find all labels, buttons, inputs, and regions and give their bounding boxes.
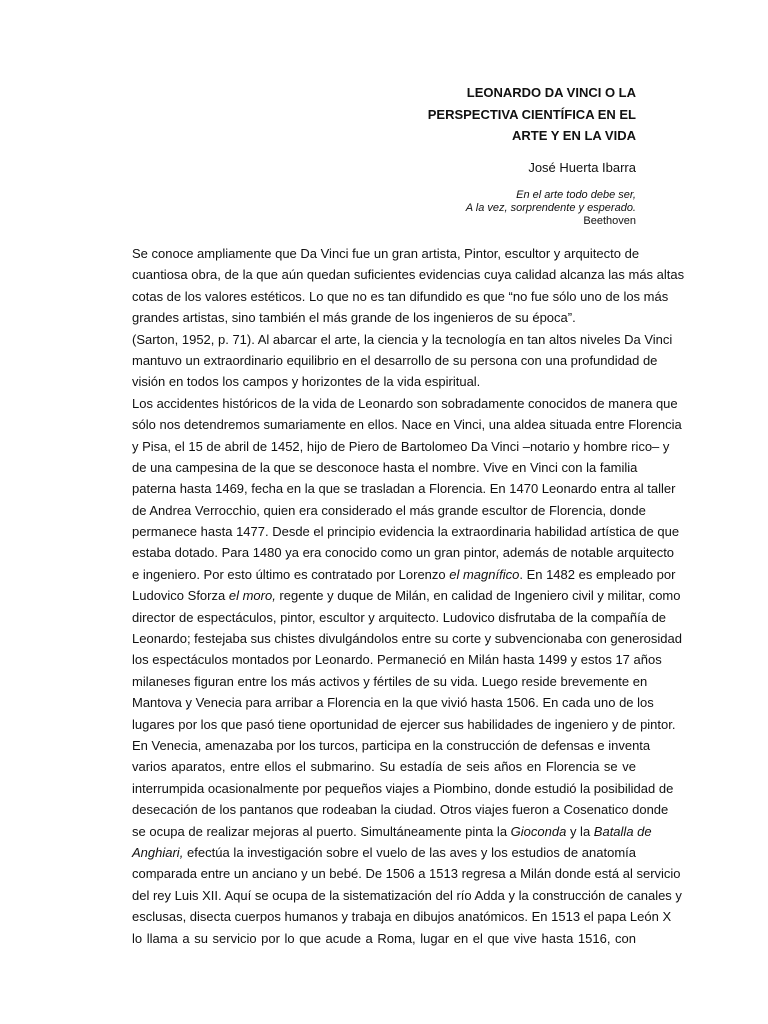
body-line xyxy=(132,371,636,392)
body-line xyxy=(132,264,685,285)
text-span: desecación de los pantanos que rodeaban la ciudad. Otros viajes fueron a Cosenatico donde xyxy=(132,802,669,818)
epigraph-source: Beethoven xyxy=(583,215,636,227)
text-span: (Sarton, 1952, p. 71). Al abarcar el arte, la ciencia y la tecnología en tan altos niveles Da Vinci xyxy=(132,331,673,347)
text-span: Mantova y Venecia para arribar a Florencia en la que vivió hasta 1506. En cada uno de los xyxy=(132,695,654,711)
text-span: Se conoce ampliamente que Da Vinci fue un gran artista, Pintor, escultor y arquitecto de xyxy=(132,246,640,261)
body-line xyxy=(132,863,681,884)
text-span: de Andrea Verrocchio, quien era considerado el más grande escultor de Florencia, donde xyxy=(132,502,646,518)
title-line: ARTE Y EN LA VIDA xyxy=(511,128,636,143)
body-line xyxy=(132,906,672,927)
text-span: paterna hasta 1469, fecha en la que se trasladan a Florencia. En 1470 Leonardo entra al taller xyxy=(132,481,676,497)
text-span: cuantiosa obra, de la que aún quedan suficientes evidencias cuya calidad alcanza las más altas xyxy=(132,267,685,283)
body-line xyxy=(132,307,636,328)
body-line xyxy=(132,329,673,350)
body-line xyxy=(132,243,640,264)
body-line xyxy=(132,585,681,606)
text-span: se ocupa de realizar mejoras al puerto. Simultáneamente pinta la xyxy=(132,823,511,839)
body-line xyxy=(132,714,676,735)
body-line xyxy=(132,564,676,585)
body-line xyxy=(132,735,651,756)
body-line xyxy=(132,521,680,542)
body-line xyxy=(132,542,675,563)
body-line xyxy=(132,671,648,692)
text-span: director de espectáculos, pintor, escultor y arquitecto. Ludovico disfrutaba de la compañía de xyxy=(132,609,667,625)
body-line xyxy=(132,885,682,906)
text-span: grandes artistas, sino también el más grande de los ingenieros de su época”. xyxy=(132,310,576,326)
body-line xyxy=(132,436,670,457)
body-line xyxy=(132,821,652,842)
body-line xyxy=(132,393,678,414)
title-line: LEONARDO DA VINCI O LA xyxy=(466,85,636,100)
text-span: cotas de los valores estéticos. Lo que no es tan difundido es que “no fue sólo uno de los más xyxy=(132,288,669,304)
text-span: efectúa la investigación sobre el vuelo de las aves y los estudios de anatomía xyxy=(183,844,636,860)
text-span: sólo nos detendremos sumariamente en ellos. Nace en Vinci, una aldea situada entre Florencia xyxy=(132,417,682,433)
body-line xyxy=(132,799,669,820)
body-line xyxy=(132,628,682,649)
text-span: interrumpida ocasionalmente por pequeños viajes a Piombino, donde estudió la posibilidad de xyxy=(132,780,674,796)
text-span: lo llama a su servicio por lo que acude a Roma, lugar en el que vive hasta 1516, con xyxy=(132,930,636,946)
italic-text: Batalla de xyxy=(593,823,652,839)
title-line: PERSPECTIVA CIENTÍFICA EN EL xyxy=(427,106,636,122)
body-line xyxy=(132,928,636,949)
document-title xyxy=(428,82,636,147)
text-span: varios aparatos, entre ellos el submarino. Su estadía de seis años en Florencia se ve xyxy=(132,759,636,775)
body-line xyxy=(132,478,676,499)
author-name: José Huerta Ibarra xyxy=(528,160,636,175)
italic-text: Anghiari, xyxy=(132,844,184,860)
text-span: e ingeniero. Por esto último es contratado por Lorenzo xyxy=(132,566,450,582)
text-span: mantuvo un extraordinario equilibrio en el desarrollo de su persona con una profundidad de xyxy=(132,352,658,368)
text-span: visión en todos los campos y horizontes de la vida espiritual. xyxy=(132,374,481,390)
italic-text: el magnífico xyxy=(449,566,520,582)
body-line xyxy=(132,692,654,713)
text-span: Los accidentes históricos de la vida de Leonardo son sobradamente conocidos de manera que xyxy=(132,395,678,411)
body-line xyxy=(132,756,636,777)
text-span: Ludovico Sforza xyxy=(132,588,229,604)
body-text xyxy=(132,243,685,949)
text-span: de una campesina de la que se desconoce hasta el nombre. Vive en Vinci con la familia xyxy=(132,459,638,475)
text-span: regente y duque de Milán, en calidad de Ingeniero civil y militar, como xyxy=(275,588,681,604)
body-line xyxy=(132,842,636,863)
text-span: comparada entre un anciano y un bebé. De 1506 a 1513 regresa a Milán donde está al servicio xyxy=(132,866,681,882)
text-span: lugares por los que pasó tiene oportunidad de ejercer sus habilidades de ingeniero y de pintor. xyxy=(132,716,676,732)
text-span: esclusas, disecta cuerpos humanos y trabaja en dibujos anatómicos. En 1513 el papa León X xyxy=(132,909,672,925)
body-line xyxy=(132,649,662,670)
body-line xyxy=(132,457,636,478)
body-line xyxy=(132,350,658,371)
epigraph-quote-line: En el arte todo debe ser, xyxy=(516,189,636,201)
text-span: milaneses figuran entre los más activos y fértiles de su vida. Luego reside brevemente en xyxy=(132,673,648,689)
text-span: del rey Luis XII. Aquí se ocupa de la sistematización del río Adda y la construcción de canales y xyxy=(132,887,682,903)
text-span: los espectáculos montados por Leonardo. Permaneció en Milán hasta 1499 y estos 17 años xyxy=(132,652,662,668)
italic-text: Gioconda xyxy=(510,823,567,839)
italic-text: el moro, xyxy=(228,588,276,604)
text-span: Leonardo; festejaba sus chistes divulgándolos entre su corte y subvencionaba con generosidad xyxy=(132,631,682,647)
epigraph xyxy=(466,189,636,228)
text-span: y la xyxy=(566,823,594,839)
text-span: . En 1482 es empleado por xyxy=(519,566,676,582)
body-line xyxy=(132,286,669,307)
body-line xyxy=(132,778,674,799)
text-span: y Pisa, el 15 de abril de 1452, hijo de Piero de Bartolomeo Da Vinci –notario y hombre rico– y xyxy=(132,438,670,454)
body-line xyxy=(132,414,682,435)
body-line xyxy=(132,607,667,628)
text-span: estaba dotado. Para 1480 ya era conocido como un gran pintor, además de notable arquitecto xyxy=(132,545,675,561)
epigraph-quote-line: A la vez, sorprendente y esperado. xyxy=(465,202,636,214)
text-span: permanece hasta 1477. Desde el principio evidencia la extraordinaria habilidad artística de que xyxy=(132,524,680,540)
text-span: En Venecia, amenazaba por los turcos, participa en la construcción de defensas e inventa xyxy=(132,737,651,753)
body-line xyxy=(132,500,646,521)
